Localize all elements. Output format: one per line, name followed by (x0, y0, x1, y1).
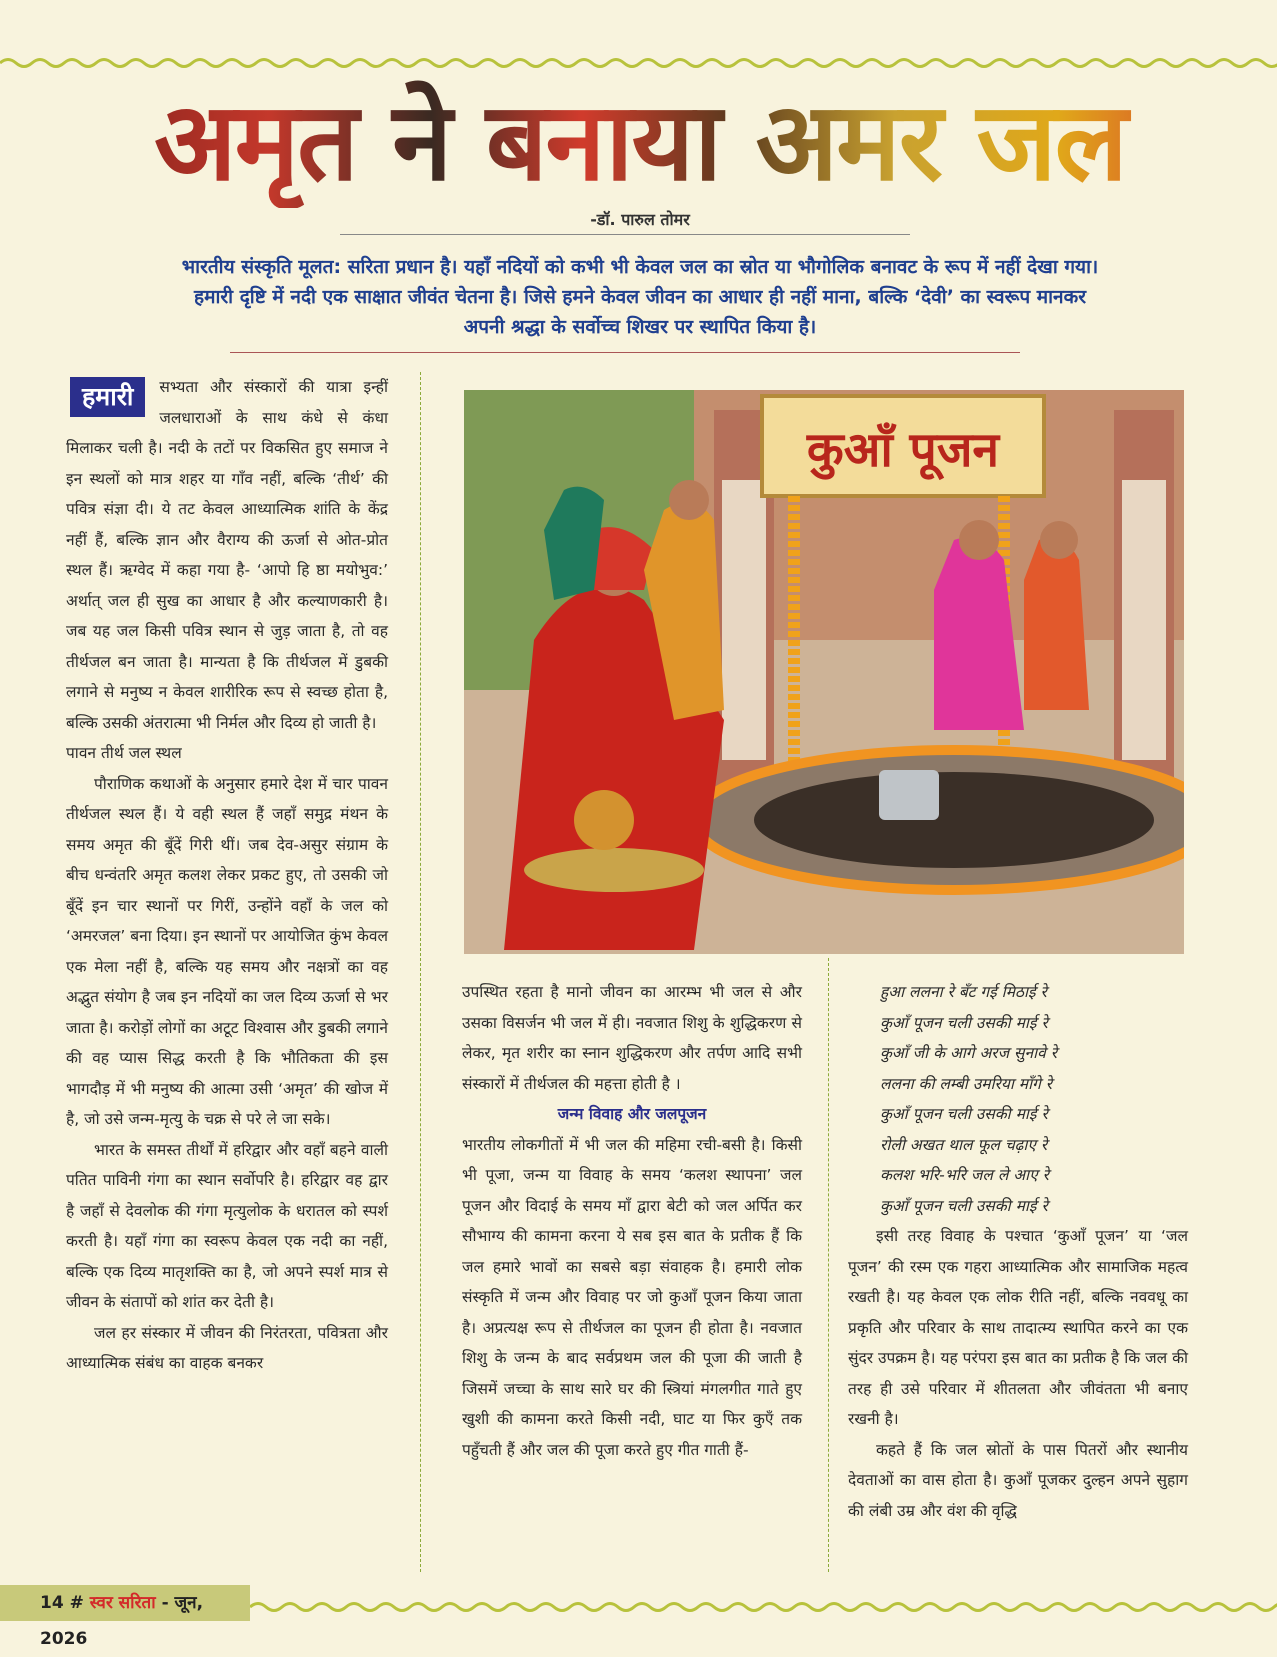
paragraph: उपस्थित रहता है मानो जीवन का आरम्भ भी जल से और उसका विसर्जन भी जल में ही। नवजात शिशु के शुद्धिकरण से लेकर, मृत शरीर का स्नान शुद्धिकरण और तर्पण आदि सभी संस्कारों में तीर्थजल की महत्ता होती है । (462, 983, 802, 1093)
paragraph-text: सभ्यता और संस्कारों की यात्रा इन्हीं जलधाराओं के साथ कंधे से कंधा मिलाकर चली है। नदी के तटों पर विकसित हुए समाज ने इन स्थलों को मात्र शहर या गाँव नहीं, बल्कि ‘तीर्थ’ की पवित्र संज्ञा दी। ये तट केवल आध्यात्मिक शांति के केंद्र नहीं हैं, बल्कि ज्ञान और वैराग्य की ऊर्जा से ओत-प्रोत स्थल हैं। ऋग्वेद में कहा गया है- ‘आपो हि ष्ठा मयोभुव:’ अर्थात् जल ही सुख का आधार है और कल्याणकारी है। जब यह जल किसी पवित्र स्थान से जुड़ जाता है, तो वह तीर्थजल बन जाता है। मान्यता है कि तीर्थजल में डुबकी लगाने से मनुष्य न केवल शारीरिक रूप से स्वच्छ होता है, बल्कि उसकी अंतरात्मा भी निर्मल और दिव्य हो जाती है। (66, 378, 388, 732)
bottom-wave-border (250, 1600, 1277, 1614)
paragraph: भारत के समस्त तीर्थों में हरिद्वार और वहाँ बहने वाली पतित पाविनी गंगा का स्थान सर्वोपरि है। हरिद्वार वह द्वार है जहाँ से देवलोक की गंगा मृत्युलोक के धरातल को स्पर्श करती है। यहाँ गंगा का स्वरूप केवल एक नदी का नहीं, बल्कि एक दिव्य मातृशक्ति का है, जो अपने स्पर्श मात्र से जीवन के संतापों को शांत कर देती है। (66, 1140, 388, 1311)
intro-line: अपनी श्रद्धा के सर्वोच्च शिखर पर स्थापित किया है। (463, 316, 817, 338)
paragraph: कहते हैं कि जल स्रोतों के पास पितरों और स्थानीय देवताओं का वास होता है। कुआँ पूजकर दुल्हन अपने सुहाग की लंबी उम्र और वंश की वृद्धि (848, 1440, 1188, 1520)
intro-paragraph (100, 252, 1180, 342)
column-2 (462, 977, 802, 1465)
intro-line: हमारी दृष्टि में नदी एक साक्षात जीवंत चेतना है। जिसे हमने केवल जीवन का आधार ही नहीं माना, बल्कि ‘देवी’ का स्वरूप मानकर (194, 286, 1086, 308)
issue-date: - जून, 2026 (40, 1593, 204, 1649)
column-divider (828, 958, 829, 1572)
kuan-pujan-photo (464, 390, 1184, 954)
poem-line: रोली अखत थाल फूल चढ़ाए रे (880, 1135, 1048, 1154)
intro-rule (230, 352, 1020, 353)
poem-line: ललना की लम्बी उमरिया माँगे रे (880, 1074, 1053, 1093)
poem-line: कलश भरि-भरि जल ले आए रे (880, 1166, 1049, 1184)
poem-line: कुआँ पूजन चली उसकी माई रे (880, 1196, 1048, 1215)
column-1 (66, 372, 388, 1379)
dropcap-word: हमारी (70, 377, 145, 417)
poem-line: कुआँ जी के आगे अरज सुनावे रे (880, 1044, 1058, 1062)
paragraph (66, 372, 388, 738)
intro-line: भारतीय संस्कृति मूलत: सरिता प्रधान है। यहाँ नदियों को कभी भी केवल जल का स्रोत या भौगोलिक बनावट के रूप में नहीं देखा गया। (181, 256, 1099, 278)
poem-line: हुआ ललना रे बँट गई मिठाई रे (880, 983, 1047, 1001)
column-divider (420, 372, 421, 1572)
poem-line: कुआँ पूजन चली उसकी माई रे (880, 1013, 1048, 1032)
magazine-name: स्वर सरिता (89, 1593, 156, 1613)
column-3 (848, 977, 1188, 1526)
page-footer (0, 1585, 250, 1649)
top-wave-border (0, 56, 1277, 70)
photo-illustration (464, 390, 1184, 954)
paragraph: इसी तरह विवाह के पश्चात ‘कुआँ पूजन’ या ‘जल पूजन’ की रस्म एक गहरा आध्यात्मिक और सामाजिक महत्व रखती है। यह केवल एक लोक रीति नहीं, बल्कि नववधू का प्रकृति और परिवार के साथ तादात्म्य स्थापित करने का एक सुंदर उपक्रम है। यह परंपरा इस बात का प्रतीक है कि जल की तरह ही उसे परिवार में शीतलता और जीवंतता भी बनाए रखनी है। (848, 1227, 1188, 1428)
paragraph: जल हर संस्कार में जीवन की निरंतरता, पवित्रता और आध्यात्मिक संबंध का वाहक बनकर (66, 1323, 388, 1372)
author-byline: -डॉ. पारुल तोमर (590, 210, 690, 229)
paragraph: भारतीय लोकगीतों में भी जल की महिमा रची-बसी है। किसी भी पूजा, जन्म या विवाह के समय ‘कलश स्थापना’ जल पूजन और विदाई के समय माँ द्वारा बेटी को जल अर्पित कर सौभाग्य की कामना करना ये सब इस बात के प्रतीक हैं कि जल हमारे भावों का सबसे बड़ा संवाहक है। हमारी लोक संस्कृति में जन्म और विवाह पर जो कुआँ पूजन किया जाता है। अप्रत्यक्ष रूप से तीर्थजल का पूजन ही होता है। नवजात शिशु के जन्म के बाद सर्वप्रथम जल की पूजा की जाती है जिसमें जच्चा के साथ सारे घर की स्त्रियां मंगलगीत गाते हुए खुशी की कामना करते किसी नदी, घाट या फिर कुएँ तक पहुँचती हैं और जल की पूजा करते हुए गीत गाती हैं- (462, 1135, 802, 1459)
section-heading: जन्म विवाह और जलपूजन (557, 1105, 707, 1123)
well-sign-text: कुआँ पूजन (806, 422, 1000, 478)
article-title: अमृत ने बनाया अमर जल (60, 78, 1220, 208)
poem-line: कुआँ पूजन चली उसकी माई रे (880, 1105, 1048, 1123)
section-heading: पावन तीर्थ जल स्थल (66, 744, 182, 762)
page-number: 14 # (40, 1593, 84, 1613)
paragraph: पौराणिक कथाओं के अनुसार हमारे देश में चार पावन तीर्थजल स्थल हैं। ये वही स्थल हैं जहाँ समुद्र मंथन के समय अमृत की बूँदें गिरी थीं। जब देव-असुर संग्राम के बीच धन्वंतरि अमृत कलश लेकर प्रकट हुए, तो उसकी जो बूँदें इन चार स्थानों पर गिरीं, उन्होंने वहाँ के जल को ‘अमरजल’ बना दिया। इन स्थानों पर आयोजित कुंभ केवल एक मेला नहीं है, बल्कि यह समय और नक्षत्रों का वह अद्भुत संयोग है जब इन नदियों का जल दिव्य ऊर्जा से भर जाता है। करोड़ों लोगों का अटूट विश्वास और डुबकी लगाने की वह प्यास सिद्ध करती है कि भौतिकता की इस भागदौड़ में भी मनुष्य की आत्मा उसी ‘अमृत’ की खोज में है, जो उसे जन्म-मृत्यु के चक्र से परे ले जा सके। (66, 774, 388, 1128)
byline-rule (340, 234, 910, 235)
